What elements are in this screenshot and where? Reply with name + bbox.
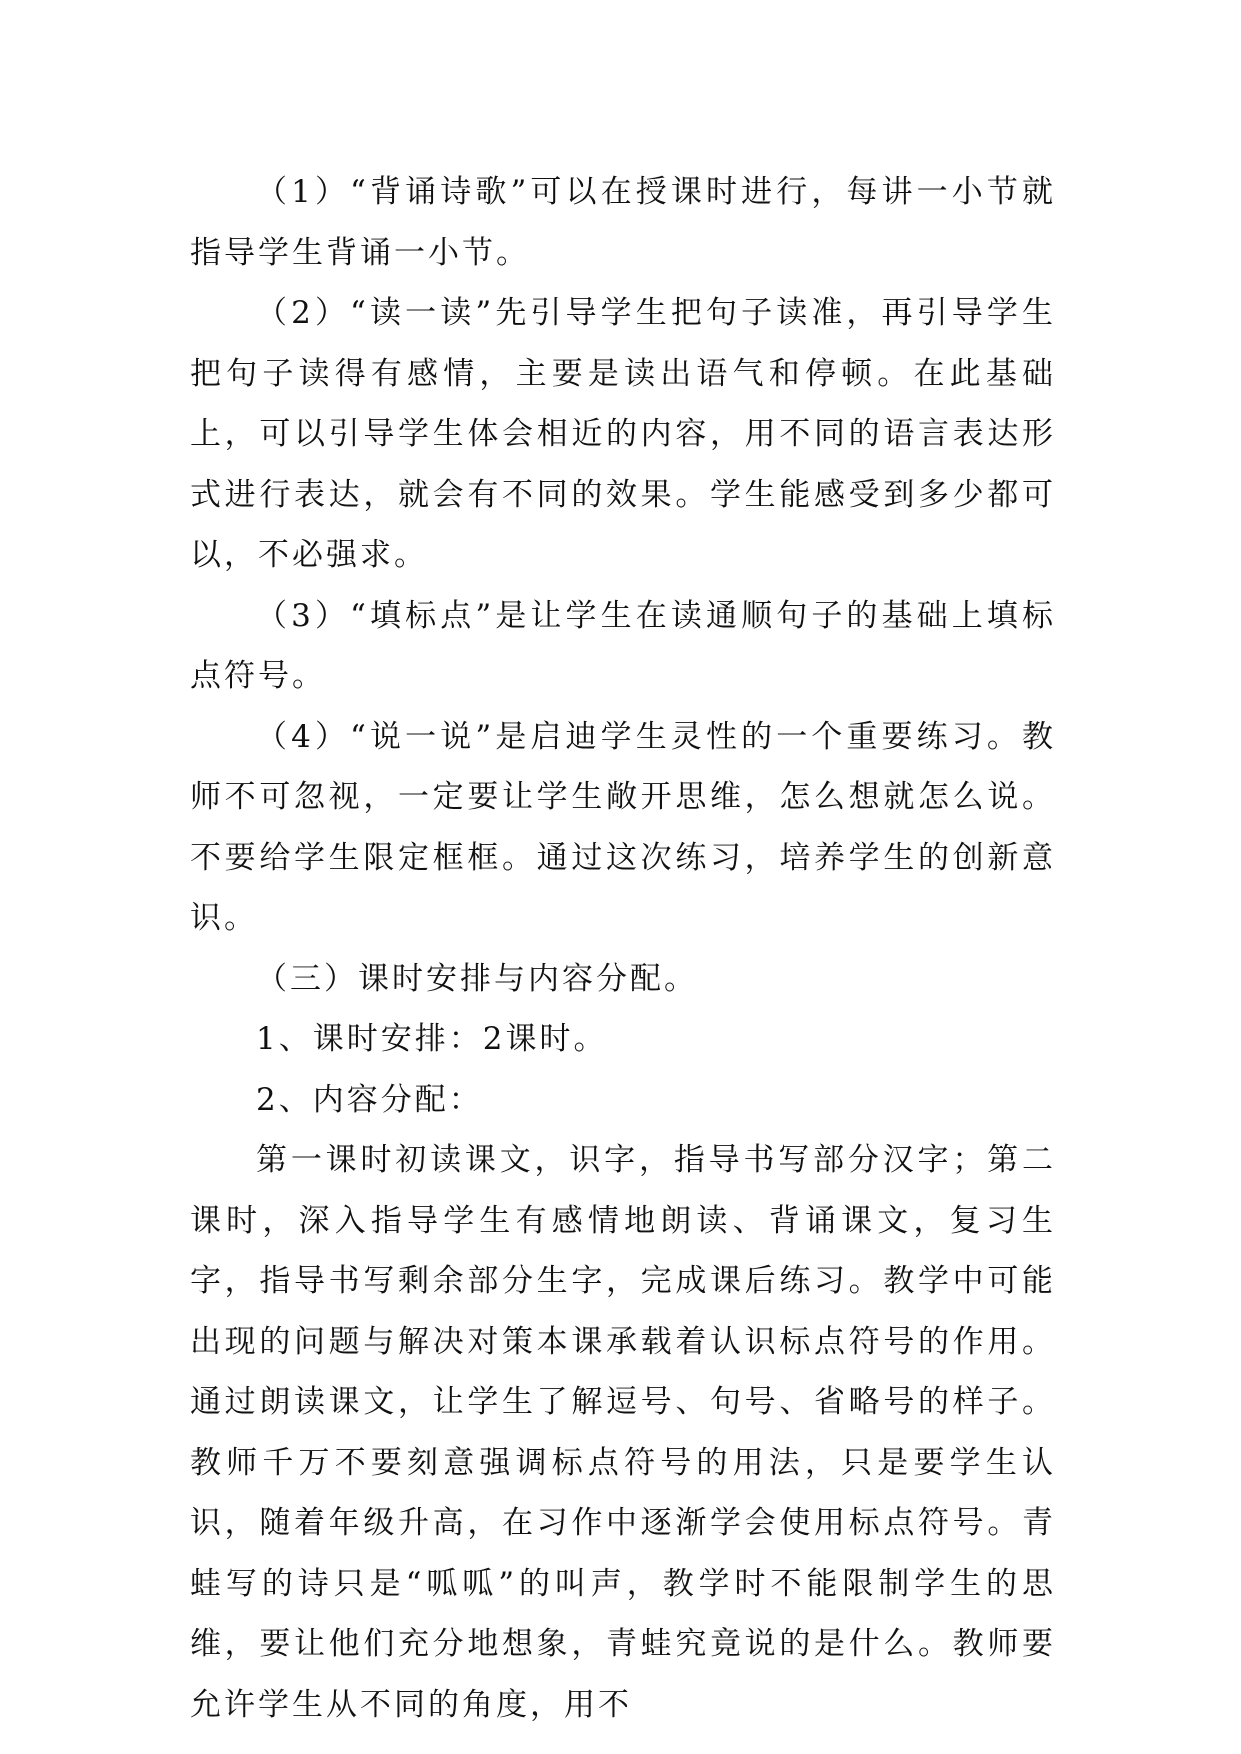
section-heading-schedule: （三）课时安排与内容分配。 (256, 960, 698, 997)
paragraph-lesson-plan: 第一课时初读课文，识字，指导书写部分汉字；第二课时，深入指导学生有感情地朗读、背诵课文，复习生字，指导书写剩余部分生字，完成课后练习。教学中可能出现的问题与解决对策本课承载着认识标点符号的作用。通过朗读课文，让学生了解逗号、句号、省略号的样子。教师千万不要刻意强调标点符号的用法，只是要学生认识，随着年级升高，在习作中逐渐学会使用标点符号。青蛙写的诗只是“呱呱”的叫声，教学时不能限制学生的思维，要让他们充分地想象，青蛙究竟说的是什么。教师要允许学生从不同的角度，用不 (190, 1142, 1056, 1723)
paragraph-recite-poem: （1）“背诵诗歌”可以在授课时进行，每讲一小节就指导学生背诵一小节。 (190, 174, 1056, 271)
paragraph-speak: （4）“说一说”是启迪学生灵性的一个重要练习。教师不可忽视，一定要让学生敞开思维，怎么想就怎么说。不要给学生限定框框。通过这次练习，培养学生的创新意识。 (190, 718, 1056, 936)
paragraph-read-aloud: （2）“读一读”先引导学生把句子读准，再引导学生把句子读得有感情，主要是读出语气和停顿。在此基础上，可以引导学生体会相近的内容，用不同的语言表达形式进行表达，就会有不同的效果。学生能感受到多少都可以，不必强求。 (190, 295, 1056, 573)
paragraph-punctuation: （3）“填标点”是让学生在读通顺句子的基础上填标点符号。 (190, 597, 1056, 694)
paragraph-content-allocation: 2、内容分配： (256, 1081, 483, 1118)
document-page (190, 162, 1056, 1735)
paragraph-lesson-hours: 1、课时安排：2课时。 (256, 1021, 608, 1057)
